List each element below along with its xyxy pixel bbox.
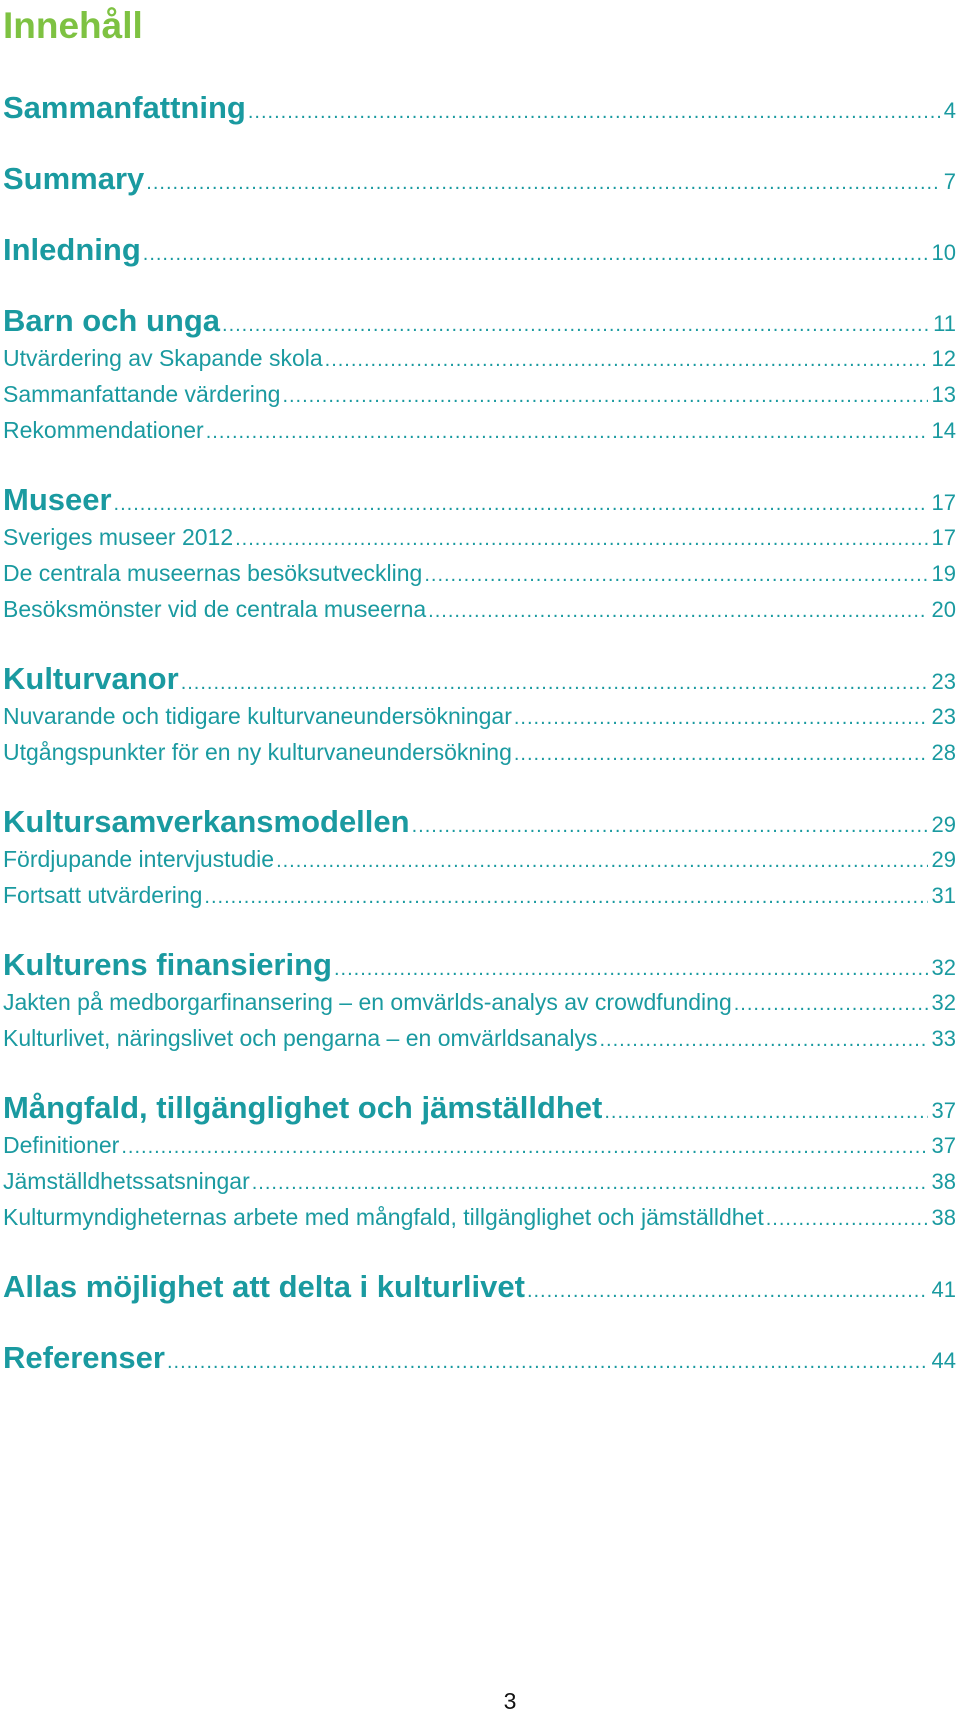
dot-leader [428, 593, 927, 629]
toc-entry-title: Referenser [3, 1340, 165, 1375]
dot-leader [527, 1272, 928, 1311]
toc-entry-title: Besöksmönster vid de centrala museerna [3, 596, 427, 622]
dot-leader [204, 879, 927, 915]
dot-leader [734, 986, 928, 1022]
toc-entry-page: 14 [931, 418, 956, 443]
toc-section-sammanfattning [3, 88, 956, 127]
toc-entry-title: Mångfald, tillgänglighet och jämställdhet [3, 1090, 603, 1125]
toc-section-referenser [3, 1338, 956, 1377]
dot-leader [276, 843, 927, 879]
page-title: Innehåll [3, 5, 143, 46]
toc-entry-page: 37 [931, 1098, 956, 1123]
dot-leader [114, 485, 928, 524]
toc-entry-page: 20 [931, 597, 956, 622]
dot-leader [514, 736, 928, 772]
toc-entry-page: 10 [931, 240, 956, 265]
dot-leader [325, 342, 928, 378]
toc-entry-referenser[interactable] [3, 1338, 956, 1377]
toc-entry-page: 37 [931, 1133, 956, 1158]
toc-entry-title: Kulturens finansiering [3, 947, 332, 982]
toc-subentry-besoksmonster[interactable] [3, 591, 956, 627]
toc-entry-kulturens-finansiering[interactable] [3, 945, 956, 984]
toc-subentry-jamstalldhetssatsningar[interactable] [3, 1163, 956, 1199]
toc-entry-title: Fördjupande intervjustudie [3, 846, 275, 872]
toc-section-kultursamverkansmodellen [3, 802, 956, 913]
toc-entry-sammanfattning[interactable] [3, 88, 956, 127]
toc-entry-title: De centrala museernas besöksutveckling [3, 560, 423, 586]
dot-leader [222, 306, 929, 345]
toc-entry-page: 38 [931, 1205, 956, 1230]
toc-entry-page: 31 [931, 883, 956, 908]
toc-entry-kulturvanor[interactable] [3, 659, 956, 698]
toc-subentry-fortsatt-utvardering[interactable] [3, 877, 956, 913]
page-number: 3 [503, 1688, 517, 1714]
toc-entry-title: Barn och unga [3, 303, 221, 338]
toc-entry-title: Inledning [3, 232, 141, 267]
toc-entry-page: 29 [931, 847, 956, 872]
toc-entry-title: Kulturmyndigheternas arbete med mångfald, tillgänglighet och jämställdhet [3, 1204, 764, 1230]
toc-section-summary [3, 159, 956, 198]
toc-entry-page: 11 [933, 311, 956, 336]
toc-entry-title: Jämställdhetssatsningar [3, 1168, 250, 1194]
dot-leader [121, 1129, 927, 1165]
toc-entry-page: 17 [931, 525, 956, 550]
toc-entry-title: Summary [3, 161, 145, 196]
toc-subentry-sveriges-museer[interactable] [3, 519, 956, 555]
toc-entry-page: 32 [931, 990, 956, 1015]
toc-section-inledning [3, 230, 956, 269]
dot-leader [143, 235, 928, 274]
toc-entry-title: Rekommendationer [3, 417, 204, 443]
dot-leader [248, 93, 940, 132]
toc-entry-page: 13 [931, 382, 956, 407]
dot-leader [167, 1343, 928, 1382]
toc-subentry-utgangspunkter[interactable] [3, 734, 956, 770]
toc-entry-title: Nuvarande och tidigare kulturvaneundersökningar [3, 703, 512, 729]
toc-entry-title: Sammanfattning [3, 90, 246, 125]
toc-entry-title: Utvärdering av Skapande skola [3, 345, 323, 371]
dot-leader [146, 164, 939, 203]
toc-entry-inledning[interactable] [3, 230, 956, 269]
toc-entry-title: Fortsatt utvärdering [3, 882, 203, 908]
dot-leader [282, 378, 927, 414]
toc-entry-title: Sammanfattande värdering [3, 381, 281, 407]
toc-section-kulturens-finansiering [3, 945, 956, 1056]
toc-entry-mangfald[interactable] [3, 1088, 956, 1127]
toc-subentry-intervjustudie[interactable] [3, 841, 956, 877]
toc-entry-title: Sveriges museer 2012 [3, 524, 234, 550]
toc-subentry-naringslivet[interactable] [3, 1020, 956, 1056]
table-of-contents [3, 88, 956, 1409]
toc-entry-page: 17 [931, 490, 956, 515]
toc-subentry-kulturmyndigheternas-arbete[interactable] [3, 1199, 956, 1235]
toc-subentry-crowdfunding[interactable] [3, 984, 956, 1020]
toc-entry-page: 44 [931, 1348, 956, 1373]
toc-entry-page: 7 [943, 169, 956, 194]
toc-entry-page: 41 [931, 1277, 956, 1302]
dot-leader [604, 1093, 927, 1132]
toc-entry-title: Jakten på medborgarfinansering – en omvärlds-analys av crowdfunding [3, 989, 732, 1015]
toc-section-allas-mojlighet [3, 1267, 956, 1306]
toc-entry-page: 12 [931, 346, 956, 371]
toc-section-mangfald [3, 1088, 956, 1235]
toc-entry-title: Kultursamverkansmodellen [3, 804, 410, 839]
toc-entry-title: Kulturlivet, näringslivet och pengarna – en omvärldsanalys [3, 1025, 598, 1051]
dot-leader [252, 1165, 928, 1201]
toc-subentry-skapande-skola[interactable] [3, 340, 956, 376]
toc-entry-allas-mojlighet[interactable] [3, 1267, 956, 1306]
toc-entry-title: Kulturvanor [3, 661, 179, 696]
dot-leader [514, 700, 928, 736]
toc-entry-page: 38 [931, 1169, 956, 1194]
toc-entry-barn-och-unga[interactable] [3, 301, 956, 340]
toc-section-kulturvanor [3, 659, 956, 770]
toc-entry-page: 19 [931, 561, 956, 586]
toc-entry-page: 32 [931, 955, 956, 980]
dot-leader [235, 521, 927, 557]
toc-entry-museer[interactable] [3, 480, 956, 519]
toc-section-barn-och-unga [3, 301, 956, 448]
toc-section-museer [3, 480, 956, 627]
toc-entry-page: 23 [931, 669, 956, 694]
toc-subentry-besoksutveckling[interactable] [3, 555, 956, 591]
toc-entry-page: 29 [931, 812, 956, 837]
toc-entry-page: 28 [931, 740, 956, 765]
dot-leader [600, 1022, 928, 1058]
dot-leader [412, 807, 928, 846]
dot-leader [424, 557, 927, 593]
toc-subentry-sammanfattande-vardering[interactable] [3, 376, 956, 412]
toc-entry-summary[interactable] [3, 159, 956, 198]
toc-subentry-rekommendationer[interactable] [3, 412, 956, 448]
toc-entry-title: Utgångspunkter för en ny kulturvaneundersökning [3, 739, 512, 765]
dot-leader [206, 414, 928, 450]
toc-subentry-kulturvaneundersokningar[interactable] [3, 698, 956, 734]
toc-entry-page: 23 [931, 704, 956, 729]
toc-entry-title: Definitioner [3, 1132, 120, 1158]
toc-entry-title: Museer [3, 482, 112, 517]
toc-subentry-definitioner[interactable] [3, 1127, 956, 1163]
toc-entry-page: 33 [931, 1026, 956, 1051]
dot-leader [766, 1201, 928, 1237]
toc-entry-page: 4 [943, 98, 956, 123]
toc-entry-title: Allas möjlighet att delta i kulturlivet [3, 1269, 525, 1304]
toc-entry-kultursamverkansmodellen[interactable] [3, 802, 956, 841]
